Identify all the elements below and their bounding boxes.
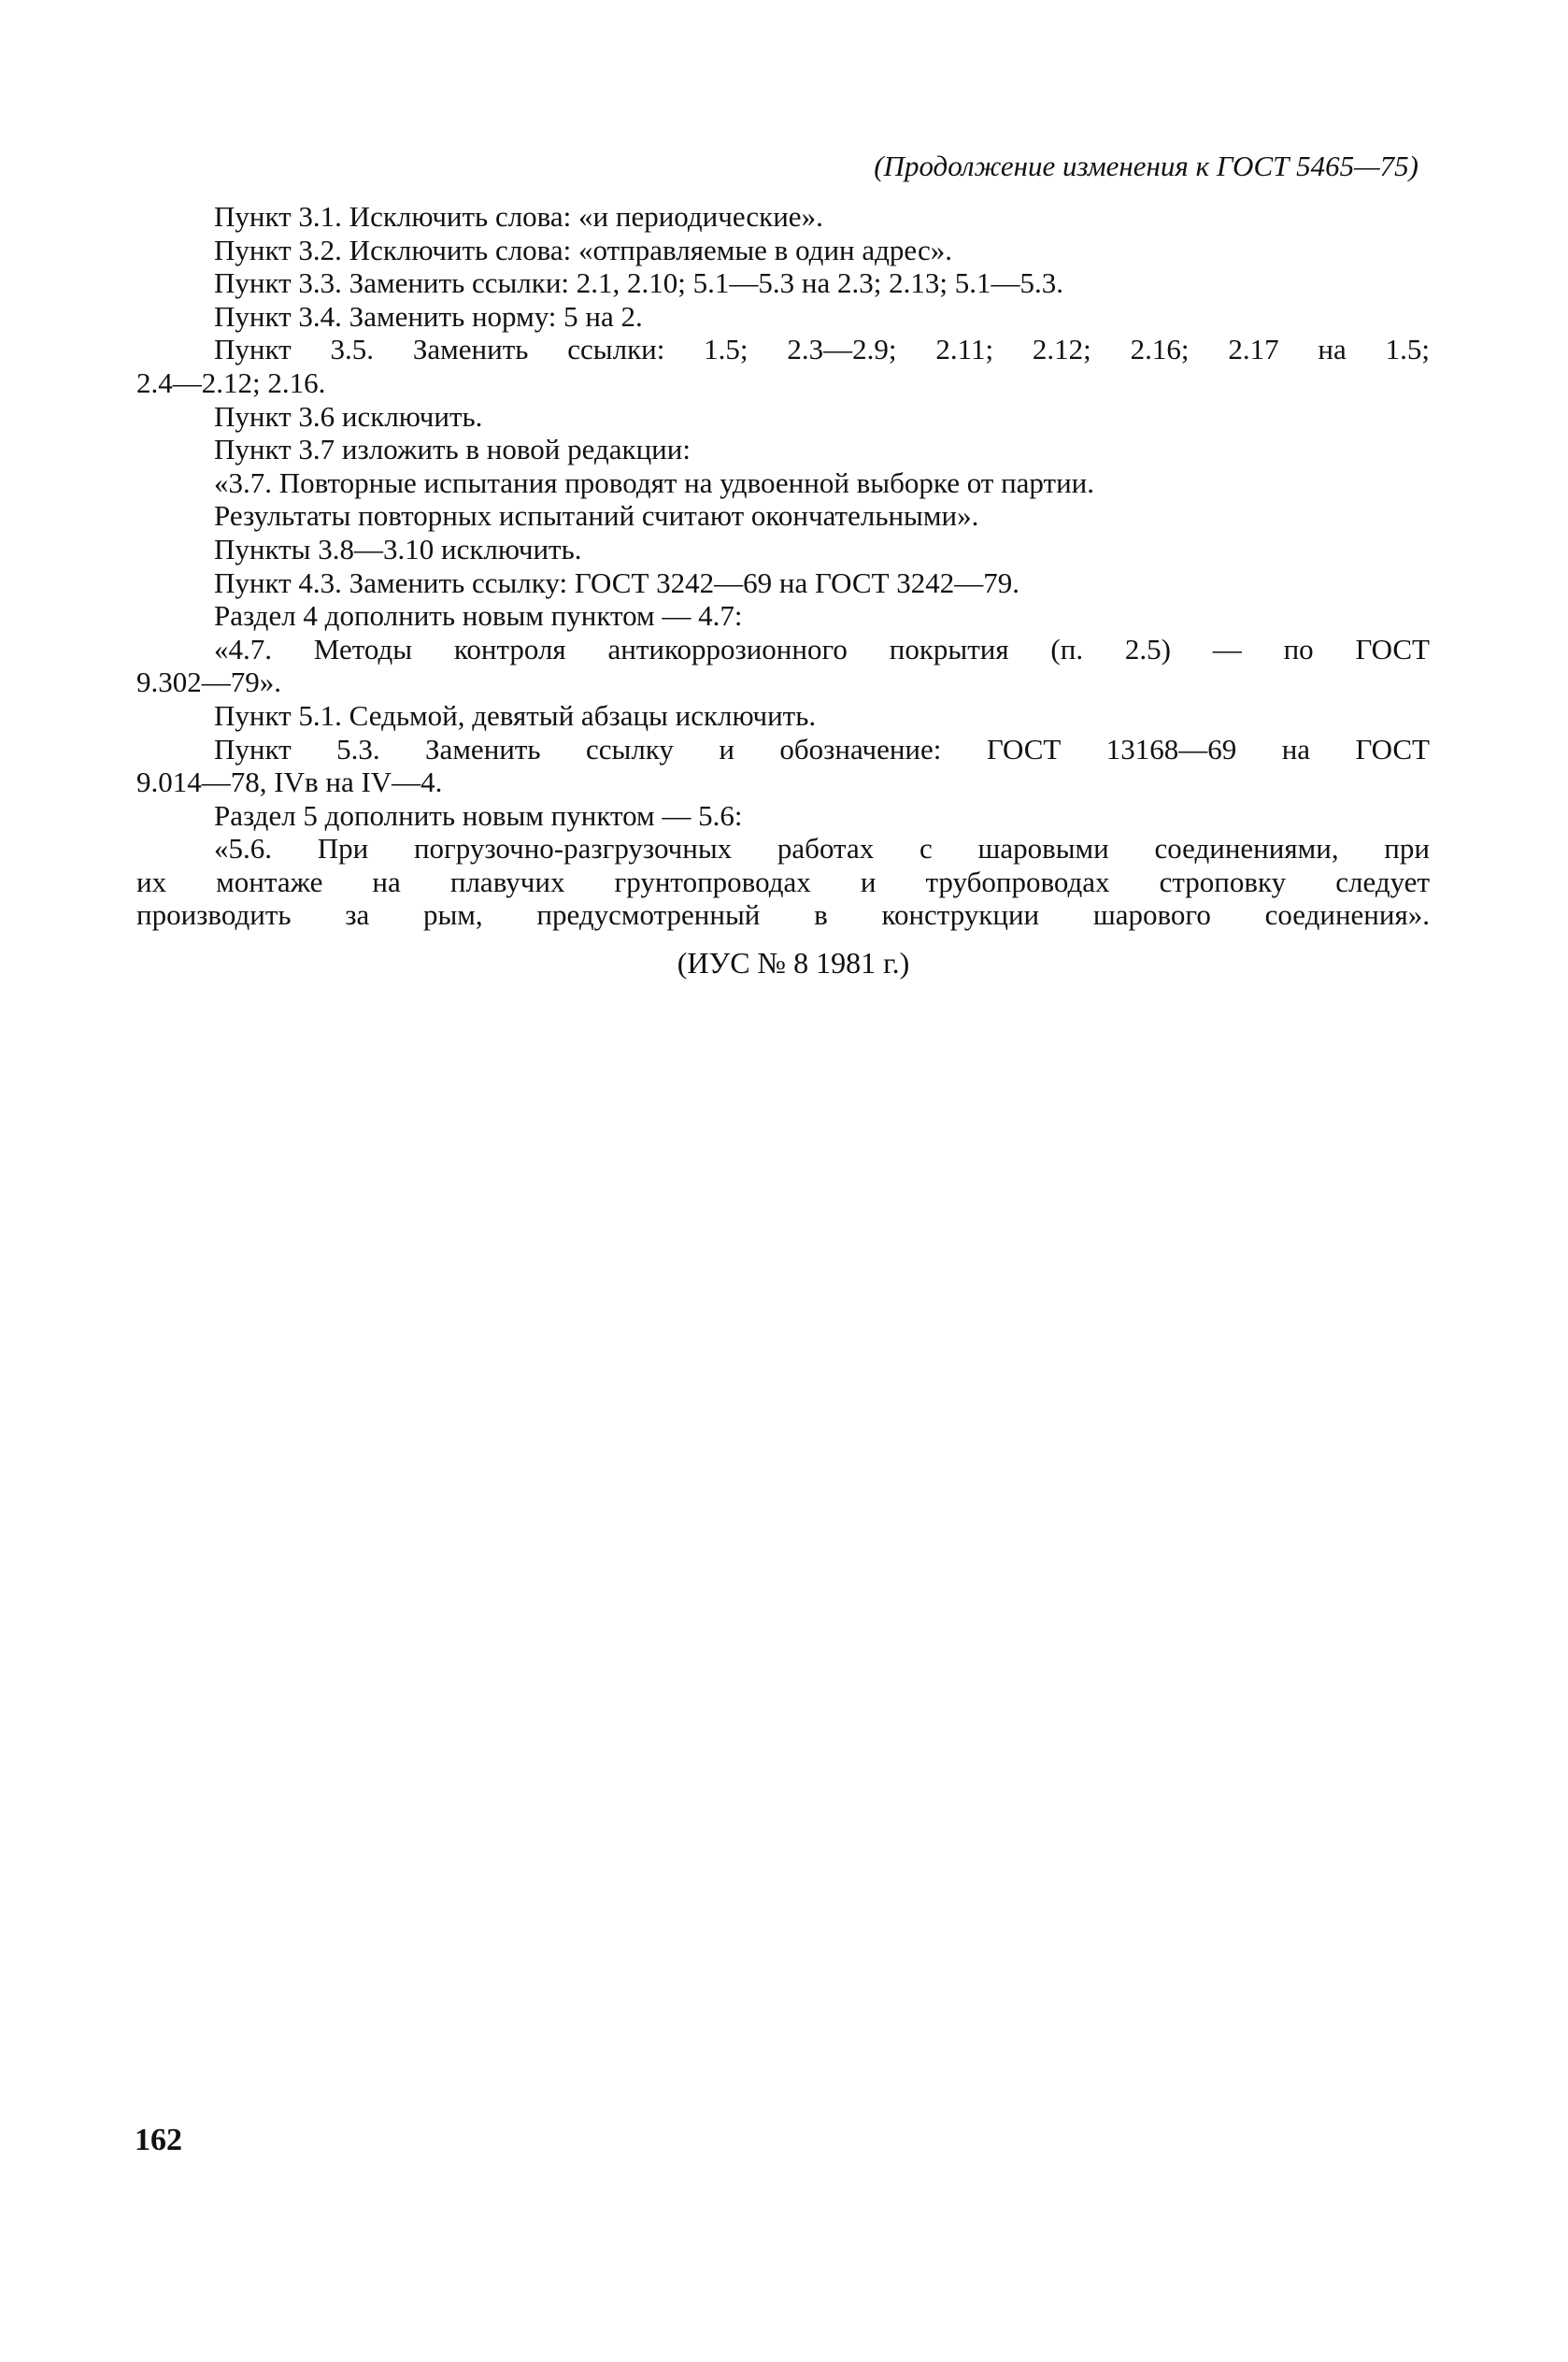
paragraph-line: Пункт 3.5. Заменить ссылки: 1.5; 2.3—2.9; 2.11; 2.12; 2.16; 2.17 на 1.5; xyxy=(214,333,1430,366)
paragraph-line: 9.014—78, IVв на IV—4. xyxy=(136,766,443,799)
paragraph-line: Пункт 3.1. Исключить слова: «и периодические». xyxy=(214,200,823,233)
paragraph-line: 2.4—2.12; 2.16. xyxy=(136,365,326,399)
paragraph-line: их монтаже на плавучих грунтопроводах и трубопроводах строповку следует xyxy=(136,865,1430,898)
paragraph-line: Пункт 5.1. Седьмой, девятый абзацы исключить. xyxy=(214,698,817,732)
paragraph-line: Пункт 5.3. Заменить ссылку и обозначение: ГОСТ 13168—69 на ГОСТ xyxy=(214,732,1430,766)
paragraph-line: Пункты 3.8—3.10 исключить. xyxy=(214,532,582,565)
paragraph-line: Пункт 3.6 исключить. xyxy=(214,399,483,433)
paragraph-line: Раздел 5 дополнить новым пунктом — 5.6: xyxy=(214,798,743,832)
paragraph-line: Пункт 3.4. Заменить норму: 5 на 2. xyxy=(214,299,643,333)
page-header: (Продолжение изменения к ГОСТ 5465—75) xyxy=(874,150,1418,182)
paragraph-line: «3.7. Повторные испытания проводят на удвоенной выборке от партии. xyxy=(214,465,1095,499)
paragraph-line: 9.302—79». xyxy=(136,666,281,699)
paragraph-line: «4.7. Методы контроля антикоррозионного покрытия (п. 2.5) — по ГОСТ xyxy=(214,632,1430,666)
source-reference: (ИУС № 8 1981 г.) xyxy=(677,946,910,980)
page-number: 162 xyxy=(135,2123,182,2157)
paragraph-line: Раздел 4 дополнить новым пунктом — 4.7: xyxy=(214,599,743,633)
paragraph-line: производить за рым, предусмотренный в конструкции шарового соединения». xyxy=(136,898,1430,932)
paragraph-line: «5.6. При погрузочно-разгрузочных работах с шаровыми соединениями, при xyxy=(214,832,1430,866)
paragraph-line: Пункт 3.2. Исключить слова: «отправляемые в один адрес». xyxy=(214,233,952,266)
paragraph-line: Пункт 3.3. Заменить ссылки: 2.1, 2.10; 5.1—5.3 на 2.3; 2.13; 5.1—5.3. xyxy=(214,266,1063,300)
paragraph-line: Результаты повторных испытаний считают окончательными». xyxy=(214,499,979,533)
amendment-text xyxy=(136,200,1430,932)
paragraph-line: Пункт 4.3. Заменить ссылку: ГОСТ 3242—69 на ГОСТ 3242—79. xyxy=(214,565,1020,599)
paragraph-line: Пункт 3.7 изложить в новой редакции: xyxy=(214,433,691,466)
